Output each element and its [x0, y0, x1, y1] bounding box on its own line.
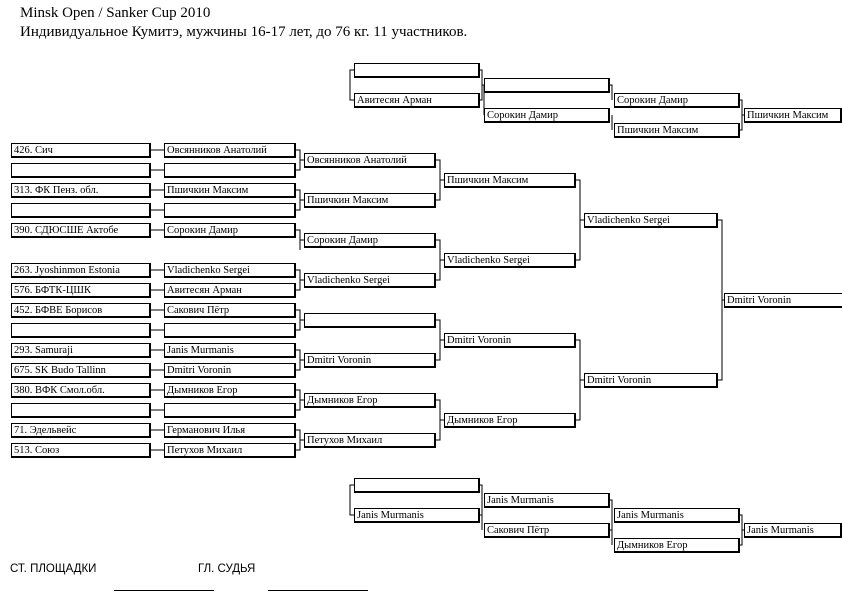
repechage-top-r3-box: Пшичкин Максим — [614, 123, 740, 138]
team-box: 263. Jyoshinmon Estonia — [11, 263, 151, 278]
team-box — [11, 203, 151, 218]
repechage-bottom-r2-box: Janis Murmanis — [484, 493, 610, 508]
semifinal-winner-box: Vladichenko Sergei — [584, 213, 718, 228]
team-box: 426. Сич — [11, 143, 151, 158]
team-box — [11, 163, 151, 178]
team-connectors — [151, 150, 164, 450]
repechage-top-r3-box: Сорокин Дамир — [614, 93, 740, 108]
repechage-bottom-r2-box: Сакович Пётр — [484, 523, 610, 538]
round3-winner-box: Dmitri Voronin — [444, 333, 576, 348]
tournament-title: Minsk Open / Sanker Cup 2010 — [20, 5, 211, 21]
round2-winner-box: Vladichenko Sergei — [304, 273, 436, 288]
team-box — [11, 403, 151, 418]
competitor-box: Dmitri Voronin — [164, 363, 296, 378]
round2-winner-box: Петухов Михаил — [304, 433, 436, 448]
chief-judge-label: ГЛ. СУДЬЯ — [198, 563, 256, 575]
team-box: 293. Samuraji — [11, 343, 151, 358]
team-box: 390. СДЮСШЕ Актобе — [11, 223, 151, 238]
competitor-box: Авитесян Арман — [164, 283, 296, 298]
team-box: 380. ВФК Смол.обл. — [11, 383, 151, 398]
competitor-box — [164, 163, 296, 178]
round2-winner-box: Пшичкин Максим — [304, 193, 436, 208]
semifinal-winner-box: Dmitri Voronin — [584, 373, 718, 388]
competitor-box — [164, 203, 296, 218]
repechage-top-r2-box: Сорокин Дамир — [484, 108, 610, 123]
round3-winner-box: Vladichenko Sergei — [444, 253, 576, 268]
competitor-box: Janis Murmanis — [164, 343, 296, 358]
competitor-box — [164, 403, 296, 418]
repechage-top-r1-box: Авитесян Арман — [354, 93, 480, 108]
category-subtitle: Индивидуальное Кумитэ, мужчины 16-17 лет, до 76 кг. 11 участников. — [20, 24, 468, 40]
team-box: 313. ФК Пенз. обл. — [11, 183, 151, 198]
round2-winner-box: Овсянников Анатолий — [304, 153, 436, 168]
repechage-bottom-r1-box: Janis Murmanis — [354, 508, 480, 523]
round2-winner-box: Дымников Егор — [304, 393, 436, 408]
competitor-box: Сорокин Дамир — [164, 223, 296, 238]
round2-winner-box: Сорокин Дамир — [304, 233, 436, 248]
round2-winner-box — [304, 313, 436, 328]
repechage-bottom-r3-box: Дымников Егор — [614, 538, 740, 553]
round3-winner-box: Пшичкин Максим — [444, 173, 576, 188]
repechage-top-r1-box — [354, 63, 480, 78]
repechage-bottom-winner-box: Janis Murmanis — [744, 523, 842, 538]
team-box: 452. БФВЕ Борисов — [11, 303, 151, 318]
round3-winner-box: Дымников Егор — [444, 413, 576, 428]
team-box: 513. Союз — [11, 443, 151, 458]
site-judge-label: СТ. ПЛОЩАДКИ — [10, 563, 97, 575]
round2-winner-box: Dmitri Voronin — [304, 353, 436, 368]
competitor-box: Дымников Егор — [164, 383, 296, 398]
competitor-box: Сакович Пётр — [164, 303, 296, 318]
competitor-box — [164, 323, 296, 338]
repechage-top-winner-box: Пшичкин Максим — [744, 108, 842, 123]
team-box — [11, 323, 151, 338]
competitor-box: Vladichenko Sergei — [164, 263, 296, 278]
repechage-top-r2-box — [484, 78, 610, 93]
chief-judge-signature-line — [268, 590, 368, 591]
team-box: 71. Эдельвейс — [11, 423, 151, 438]
champion-box: Dmitri Voronin — [724, 293, 842, 308]
competitor-box: Петухов Михаил — [164, 443, 296, 458]
repechage-bottom-r1-box — [354, 478, 480, 493]
competitor-box: Германович Илья — [164, 423, 296, 438]
competitor-box: Пшичкин Максим — [164, 183, 296, 198]
team-box: 576. БФТК-ЦШК — [11, 283, 151, 298]
competitor-box: Овсянников Анатолий — [164, 143, 296, 158]
site-judge-signature-line — [114, 590, 214, 591]
team-box: 675. SK Budo Tallinn — [11, 363, 151, 378]
repechage-bottom-r3-box: Janis Murmanis — [614, 508, 740, 523]
